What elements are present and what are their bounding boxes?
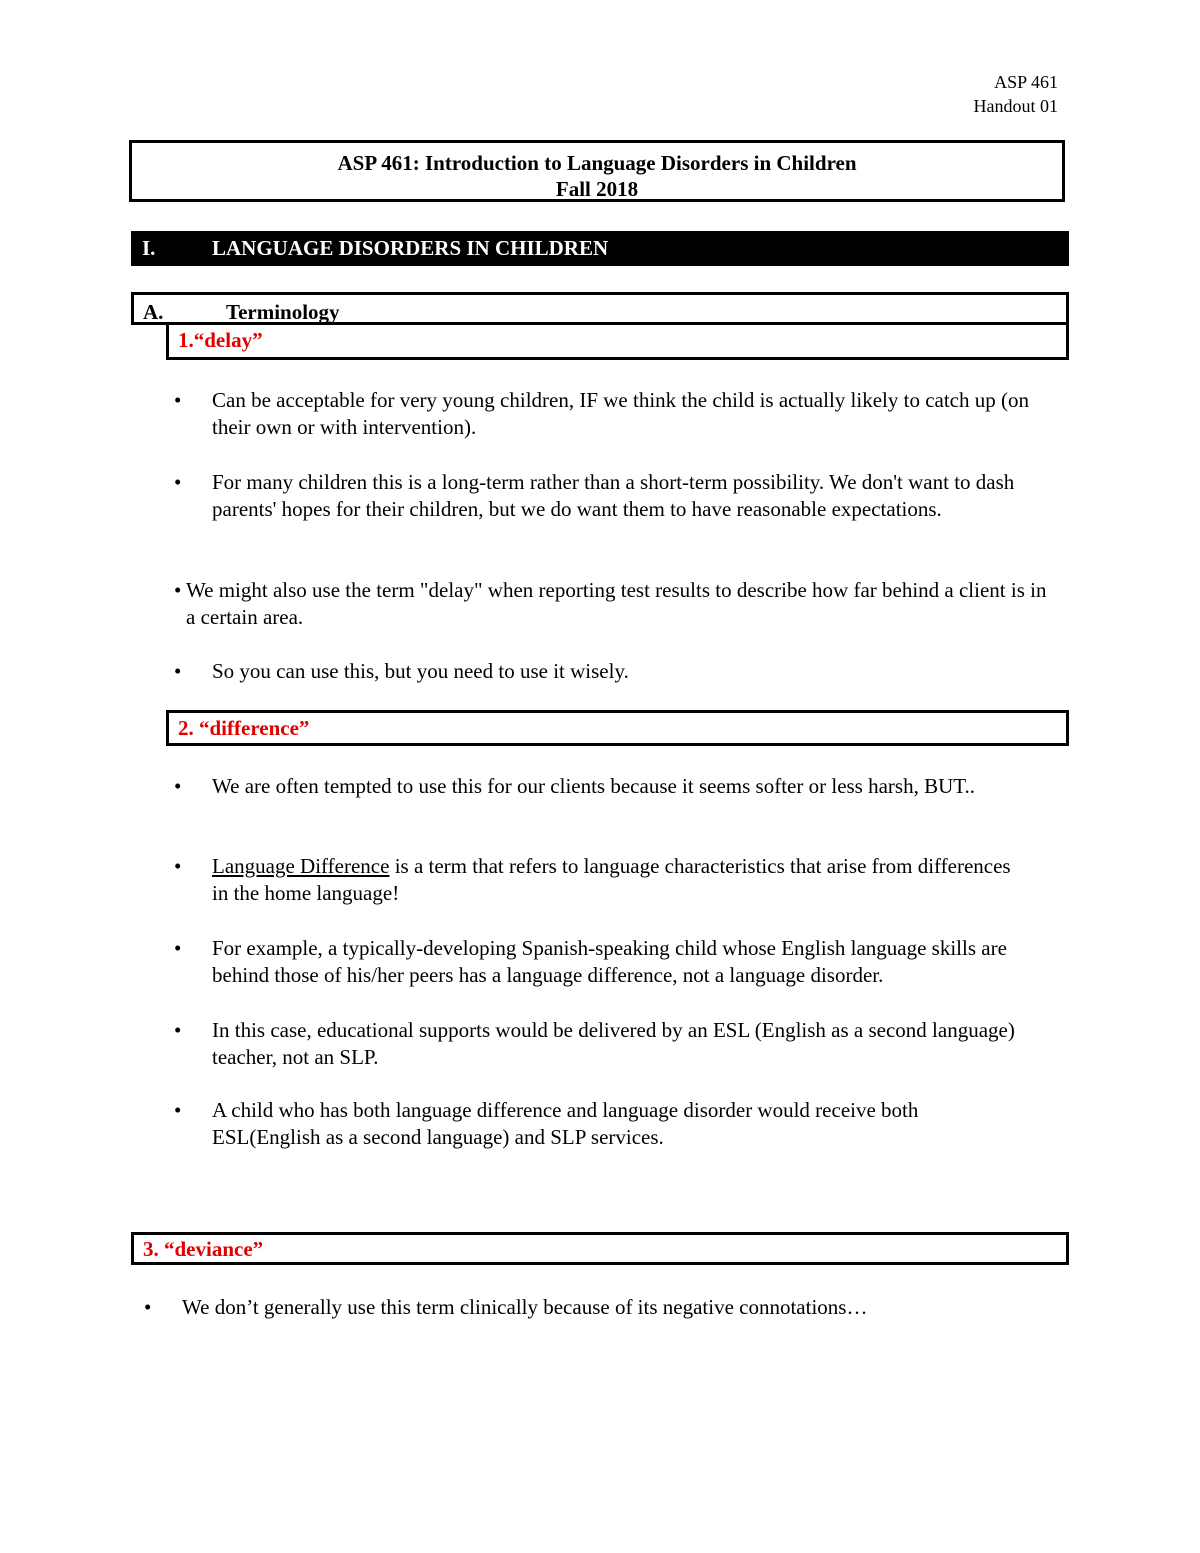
subsection-heading [131,292,1069,325]
term-label-deviance: 3. “deviance” [143,1237,264,1261]
term-label: Fall 2018 [555,177,639,201]
bullet-icon: • [144,1295,152,1319]
bullet-icon: • [174,774,182,798]
bullet-text: A child who has both language difference and language disorder would receive both ESL(English as a second language) and SLP services. [212,1098,919,1149]
underlined-term: Language Difference [212,854,390,878]
bullet-text: We might also use the term "delay" when reporting test results to describe how far behind a client is in a certain area. [186,578,1047,629]
bullet-icon: • [174,578,182,602]
term-label-difference: 2. “difference” [178,716,310,740]
handout-number: Handout 01 [973,96,1058,116]
bullet-text: For example, a typically-developing Spanish-speaking child whose English language skills are behind those of his/her peers has a language difference, not a language disorder. [212,936,1007,987]
term-heading-difference [166,710,1069,746]
bullet-text: is a term that refers to language characteristics that arise from differences in the home language! [212,854,1011,905]
section-heading [131,231,1069,266]
subsection-title: Terminology [226,300,340,324]
bullet-text: So you can use this, but you need to use it wisely. [212,659,629,683]
course-code: ASP 461 [994,72,1058,92]
section-number: I. [142,236,156,260]
bullet-text: We don’t generally use this term clinically because of its negative connotations… [182,1295,868,1319]
course-title: ASP 461: Introduction to Language Disorders in Children [337,151,857,175]
term-heading-deviance [131,1232,1069,1265]
bullet-icon: • [174,388,182,412]
bullet-text: In this case, educational supports would be delivered by an ESL (English as a second language) teacher, not an SLP. [212,1018,1015,1069]
bullet-icon: • [174,854,182,878]
bullet-icon: • [174,936,182,960]
bullet-text: For many children this is a long-term rather than a short-term possibility. We don't want to dash parents' hopes for their children, but we do want them to have reasonable expectations. [212,470,1015,521]
section-title: LANGUAGE DISORDERS IN CHILDREN [212,236,609,260]
bullet-text: We are often tempted to use this for our clients because it seems softer or less harsh, BUT.. [212,774,976,798]
term-label-delay: 1.“delay” [178,328,263,352]
bullet-icon: • [174,1018,182,1042]
bullet-icon: • [174,1098,182,1122]
term-heading-delay [166,325,1069,360]
subsection-letter: A. [143,300,164,324]
bullet-icon: • [174,470,182,494]
bullet-icon: • [174,659,182,683]
title-box [129,140,1065,202]
bullet-text: Can be acceptable for very young children, IF we think the child is actually likely to catch up (on their own or with intervention). [212,388,1029,439]
